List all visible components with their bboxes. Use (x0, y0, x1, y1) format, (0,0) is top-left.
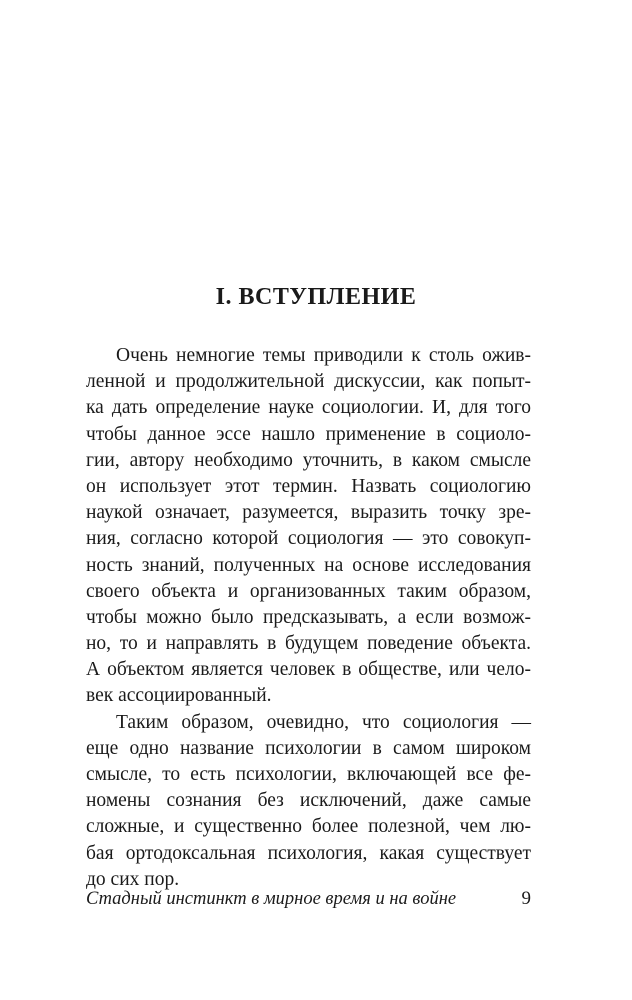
text-line: ния, согласно которой социология — это совокуп- (86, 528, 531, 550)
text-line: Очень немногие темы приводили к столь ожив- (116, 345, 531, 366)
page-number: 9 (521, 888, 531, 909)
text-line: сложные, и существенно более полезной, чем лю- (86, 816, 531, 838)
text-line: век ассоциированный. (86, 685, 272, 707)
text-line: Таким образом, очевидно, что социология — (116, 711, 531, 733)
text-line: гии, автору необходимо уточнить, в каком смысле (86, 449, 531, 471)
body-text (86, 343, 531, 893)
text-line: А объектом является человек в обществе, или чело- (86, 659, 531, 681)
text-line: своего объекта и организованных таким образом, (86, 580, 531, 602)
paragraph-1 (86, 343, 531, 710)
text-line: ленной и продолжительной дискуссии, как попыт- (86, 371, 531, 393)
text-line: но, то и направлять в будущем поведение объекта. (86, 633, 531, 655)
text-line: он использует этот термин. Назвать социологию (86, 475, 531, 497)
text-line: ность знаний, полученных на основе исследования (86, 554, 531, 576)
text-line: наукой означает, разумеется, выразить точку зре- (86, 502, 531, 524)
running-title: Стадный инстинкт в мирное время и на войне (86, 889, 457, 909)
text-line: до сих пор. (86, 868, 180, 890)
chapter-title: I. ВСТУПЛЕНИЕ (215, 284, 417, 310)
text-line: чтобы можно было предсказывать, а если возмож- (86, 606, 531, 628)
text-line: чтобы данное эссе нашло применение в социоло- (86, 423, 531, 445)
text-line: еще одно название психологии в самом широком (86, 737, 531, 759)
paragraph-2 (86, 710, 531, 893)
text-line: бая ортодоксальная психология, какая существует (86, 842, 531, 864)
running-footer (86, 886, 531, 912)
text-line: смысле, то есть психологии, включающей все фе- (86, 764, 531, 785)
text-line: номены сознания без исключений, даже самые (86, 790, 531, 812)
text-line: ка дать определение науке социологии. И, для того (86, 397, 531, 419)
